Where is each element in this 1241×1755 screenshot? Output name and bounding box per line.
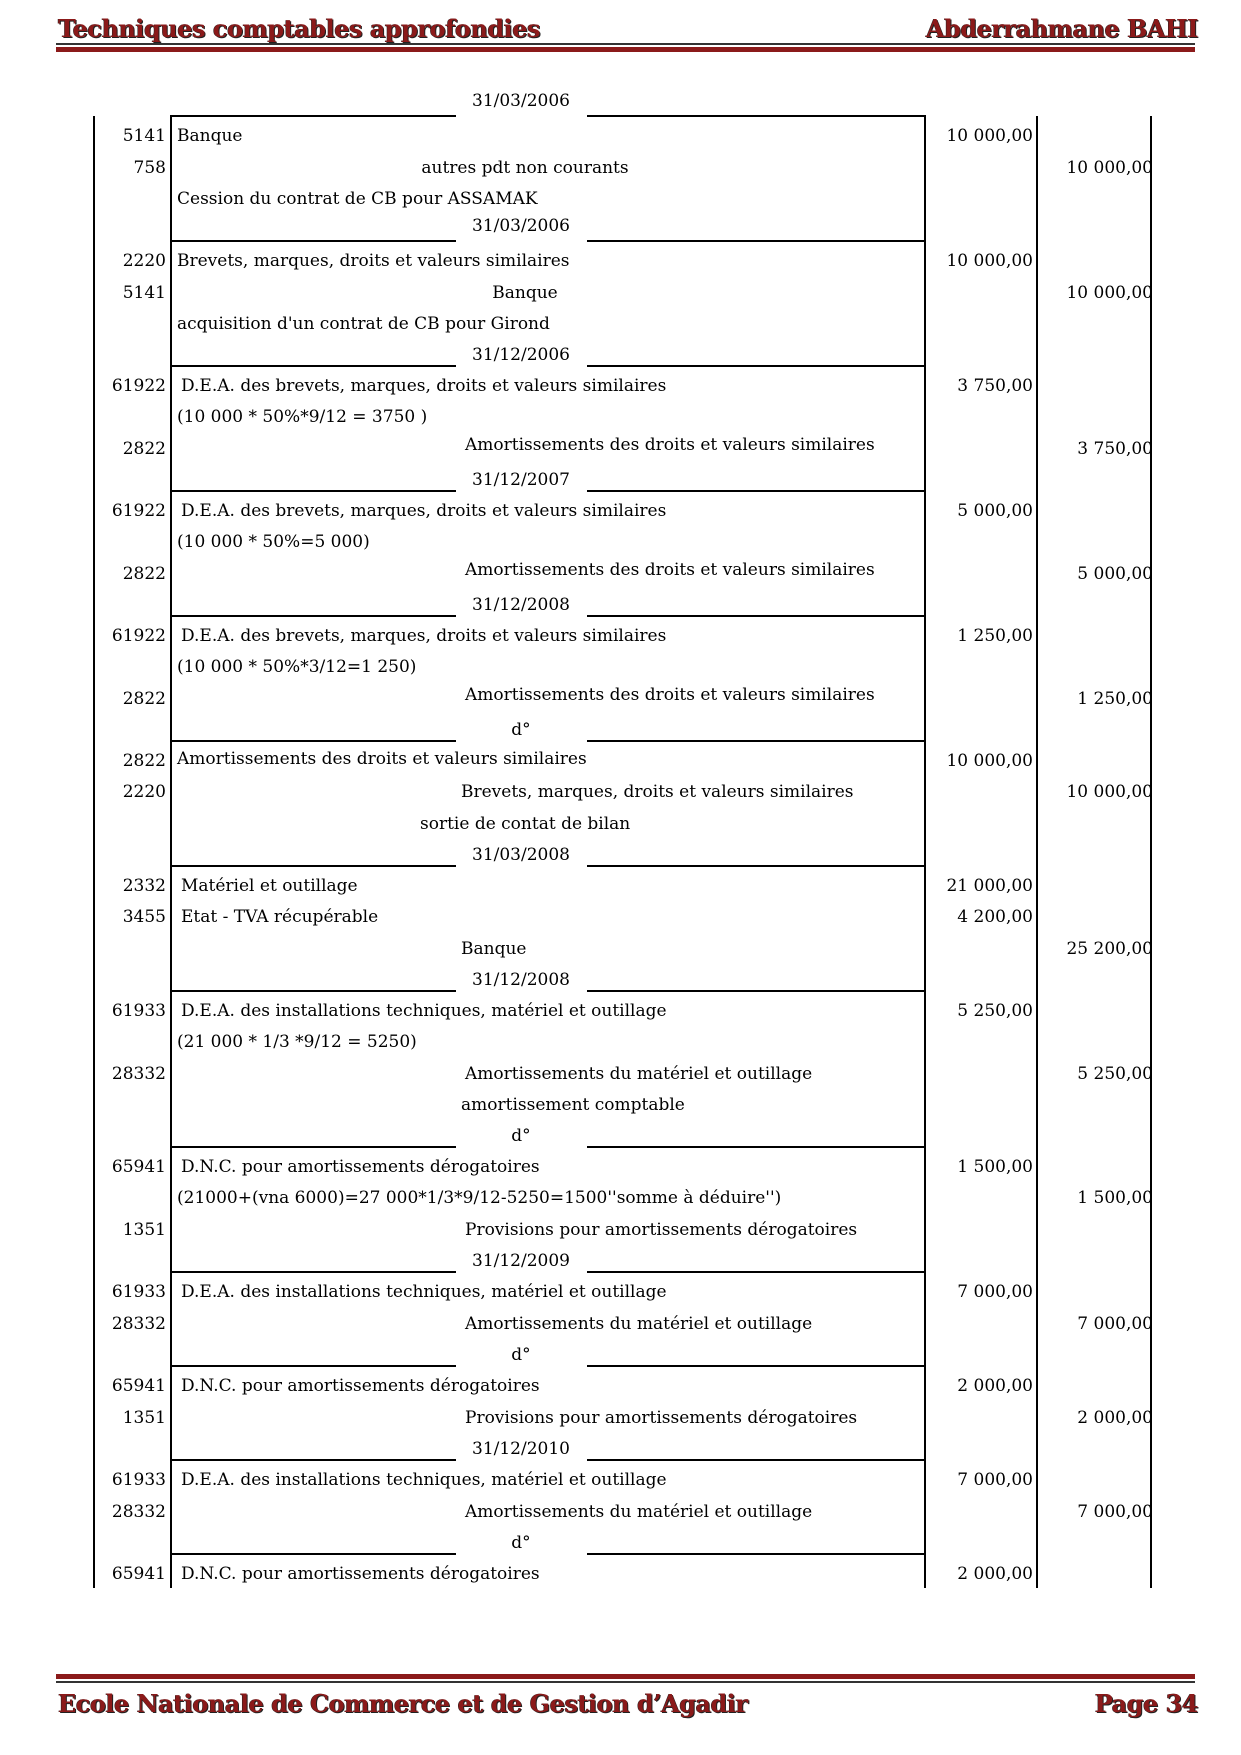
account-label: Amortissements du matériel et outillage [465, 1064, 813, 1084]
separator-left [170, 1365, 456, 1367]
account-number: 61922 [111, 626, 166, 646]
account-number: 28332 [111, 1502, 166, 1522]
journal-divider-credit [1036, 116, 1038, 1588]
journal-border-right [1150, 116, 1152, 1588]
header-rule [56, 43, 1195, 45]
entry-date: 31/12/2006 [472, 345, 570, 365]
entry-date: 31/12/2009 [472, 1251, 570, 1271]
debit-amount: 4 200,00 [957, 907, 1033, 927]
separator-right [587, 365, 926, 367]
account-number: 2822 [122, 751, 166, 771]
credit-amount: 10 000,00 [1066, 158, 1153, 178]
separator-right [587, 1459, 926, 1461]
calculation-note: (21 000 * 1/3 *9/12 = 5250) [177, 1032, 417, 1052]
calculation-note: (10 000 * 50%=5 000) [177, 532, 370, 552]
footer-rule-accent [56, 1674, 1195, 1679]
separator-right [587, 1146, 926, 1148]
calculation-note: (10 000 * 50%*9/12 = 3750 ) [177, 407, 428, 427]
account-label: Amortissements des droits et valeurs similaires [465, 435, 875, 455]
separator-left [170, 115, 456, 117]
account-number: 2822 [122, 689, 166, 709]
credit-amount: 7 000,00 [1077, 1314, 1153, 1334]
entry-date: 31/03/2006 [472, 216, 570, 236]
account-number: 2220 [122, 251, 166, 271]
account-label: Provisions pour amortissements dérogatoires [465, 1408, 858, 1428]
account-label: D.N.C. pour amortissements dérogatoires [181, 1376, 540, 1396]
account-label: Banque [177, 126, 243, 146]
account-label: Banque [461, 939, 527, 959]
account-number: 61922 [111, 376, 166, 396]
account-number: 61933 [111, 1470, 166, 1490]
separator-left [170, 1553, 456, 1555]
entry-description: amortissement comptable [461, 1095, 685, 1115]
account-number: 61922 [111, 501, 166, 521]
account-number: 2220 [122, 782, 166, 802]
separator-left [170, 365, 456, 367]
debit-amount: 5 250,00 [957, 1001, 1033, 1021]
separator-left [170, 865, 456, 867]
footer-page-number: Page 34 [1094, 1689, 1198, 1718]
credit-amount: 1 500,00 [1077, 1188, 1153, 1208]
credit-amount: 5 250,00 [1077, 1064, 1153, 1084]
separator-left [170, 990, 456, 992]
entry-date: 31/03/2008 [472, 845, 570, 865]
separator-right [587, 865, 926, 867]
account-number: 5141 [122, 283, 166, 303]
account-label: D.E.A. des installations techniques, matériel et outillage [181, 1470, 667, 1490]
account-label: D.E.A. des installations techniques, matériel et outillage [181, 1282, 667, 1302]
account-number: 5141 [122, 126, 166, 146]
separator-right [587, 1365, 926, 1367]
account-number: 61933 [111, 1282, 166, 1302]
account-label: Etat - TVA récupérable [181, 907, 379, 927]
account-label: Amortissements des droits et valeurs similaires [177, 749, 587, 769]
debit-amount: 10 000,00 [946, 126, 1033, 146]
account-label: Brevets, marques, droits et valeurs similaires [461, 782, 854, 802]
credit-amount: 1 250,00 [1077, 689, 1153, 709]
credit-amount: 3 750,00 [1077, 439, 1153, 459]
account-label: Amortissements du matériel et outillage [465, 1314, 813, 1334]
debit-amount: 21 000,00 [946, 876, 1033, 896]
separator-right [587, 490, 926, 492]
debit-amount: 7 000,00 [957, 1470, 1033, 1490]
debit-amount: 1 250,00 [957, 626, 1033, 646]
separator-right [587, 240, 926, 242]
entry-date: 31/12/2007 [472, 470, 570, 490]
account-number: 28332 [111, 1314, 166, 1334]
account-label: Matériel et outillage [181, 876, 358, 896]
debit-amount: 10 000,00 [946, 751, 1033, 771]
account-label: Provisions pour amortissements dérogatoires [465, 1220, 858, 1240]
entry-date: d° [511, 1533, 531, 1553]
separator-left [170, 615, 456, 617]
account-number: 1351 [122, 1408, 166, 1428]
account-number: 28332 [111, 1064, 166, 1084]
account-label: Banque [492, 283, 558, 303]
account-number: 61933 [111, 1001, 166, 1021]
account-label: D.E.A. des installations techniques, matériel et outillage [181, 1001, 667, 1021]
entry-date: 31/12/2010 [472, 1439, 570, 1459]
footer-rule [56, 1681, 1195, 1683]
account-number: 2332 [122, 876, 166, 896]
account-label: Brevets, marques, droits et valeurs similaires [177, 251, 570, 271]
calculation-note: (10 000 * 50%*3/12=1 250) [177, 657, 417, 677]
account-number: 65941 [111, 1376, 166, 1396]
separator-right [587, 1271, 926, 1273]
debit-amount: 2 000,00 [957, 1376, 1033, 1396]
debit-amount: 3 750,00 [957, 376, 1033, 396]
credit-amount: 5 000,00 [1077, 564, 1153, 584]
journal-divider-debit [924, 116, 926, 1588]
account-number: 758 [133, 158, 166, 178]
header-author: Abderrahmane BAHI [925, 14, 1198, 43]
separator-right [587, 115, 926, 117]
separator-left [170, 240, 456, 242]
entry-date: d° [511, 1345, 531, 1365]
credit-amount: 10 000,00 [1066, 283, 1153, 303]
separator-left [170, 1459, 456, 1461]
calculation-note: (21000+(vna 6000)=27 000*1/3*9/12-5250=1500''somme à déduire'') [177, 1188, 782, 1208]
account-label: autres pdt non courants [421, 158, 629, 178]
account-number: 3455 [122, 907, 166, 927]
account-label: Amortissements des droits et valeurs similaires [465, 560, 875, 580]
separator-left [170, 1146, 456, 1148]
account-label: D.N.C. pour amortissements dérogatoires [181, 1157, 540, 1177]
separator-right [587, 615, 926, 617]
footer-school: Ecole Nationale de Commerce et de Gestion d’Agadir [58, 1689, 748, 1718]
entry-date: 31/12/2008 [472, 595, 570, 615]
account-label: D.E.A. des brevets, marques, droits et valeurs similaires [181, 626, 667, 646]
separator-left [170, 1271, 456, 1273]
credit-amount: 7 000,00 [1077, 1502, 1153, 1522]
account-number: 65941 [111, 1564, 166, 1584]
account-label: Amortissements du matériel et outillage [465, 1502, 813, 1522]
account-number: 2822 [122, 439, 166, 459]
entry-description: acquisition d'un contrat de CB pour Girond [177, 314, 550, 334]
header-title: Techniques comptables approfondies [58, 14, 541, 43]
account-label: D.N.C. pour amortissements dérogatoires [181, 1564, 540, 1584]
account-number: 65941 [111, 1157, 166, 1177]
separator-left [170, 740, 456, 742]
debit-amount: 5 000,00 [957, 501, 1033, 521]
separator-right [587, 1553, 926, 1555]
journal-divider-account [170, 116, 172, 1588]
account-label: D.E.A. des brevets, marques, droits et valeurs similaires [181, 501, 667, 521]
entry-date: d° [511, 1126, 531, 1146]
entry-date: 31/12/2008 [472, 970, 570, 990]
credit-amount: 25 200,00 [1066, 939, 1153, 959]
entry-description: sortie de contat de bilan [420, 814, 631, 834]
debit-amount: 10 000,00 [946, 251, 1033, 271]
debit-amount: 7 000,00 [957, 1282, 1033, 1302]
debit-amount: 1 500,00 [957, 1157, 1033, 1177]
separator-left [170, 490, 456, 492]
entry-date: 31/03/2006 [472, 91, 570, 111]
entry-description: Cession du contrat de CB pour ASSAMAK [177, 189, 538, 209]
separator-right [587, 740, 926, 742]
credit-amount: 2 000,00 [1077, 1408, 1153, 1428]
account-number: 2822 [122, 564, 166, 584]
separator-right [587, 990, 926, 992]
account-number: 1351 [122, 1220, 166, 1240]
journal-border-left [93, 116, 95, 1588]
credit-amount: 10 000,00 [1066, 782, 1153, 802]
account-label: Amortissements des droits et valeurs similaires [465, 685, 875, 705]
entry-date: d° [511, 720, 531, 740]
debit-amount: 2 000,00 [957, 1564, 1033, 1584]
account-label: D.E.A. des brevets, marques, droits et valeurs similaires [181, 376, 667, 396]
header-rule-accent [56, 47, 1195, 52]
